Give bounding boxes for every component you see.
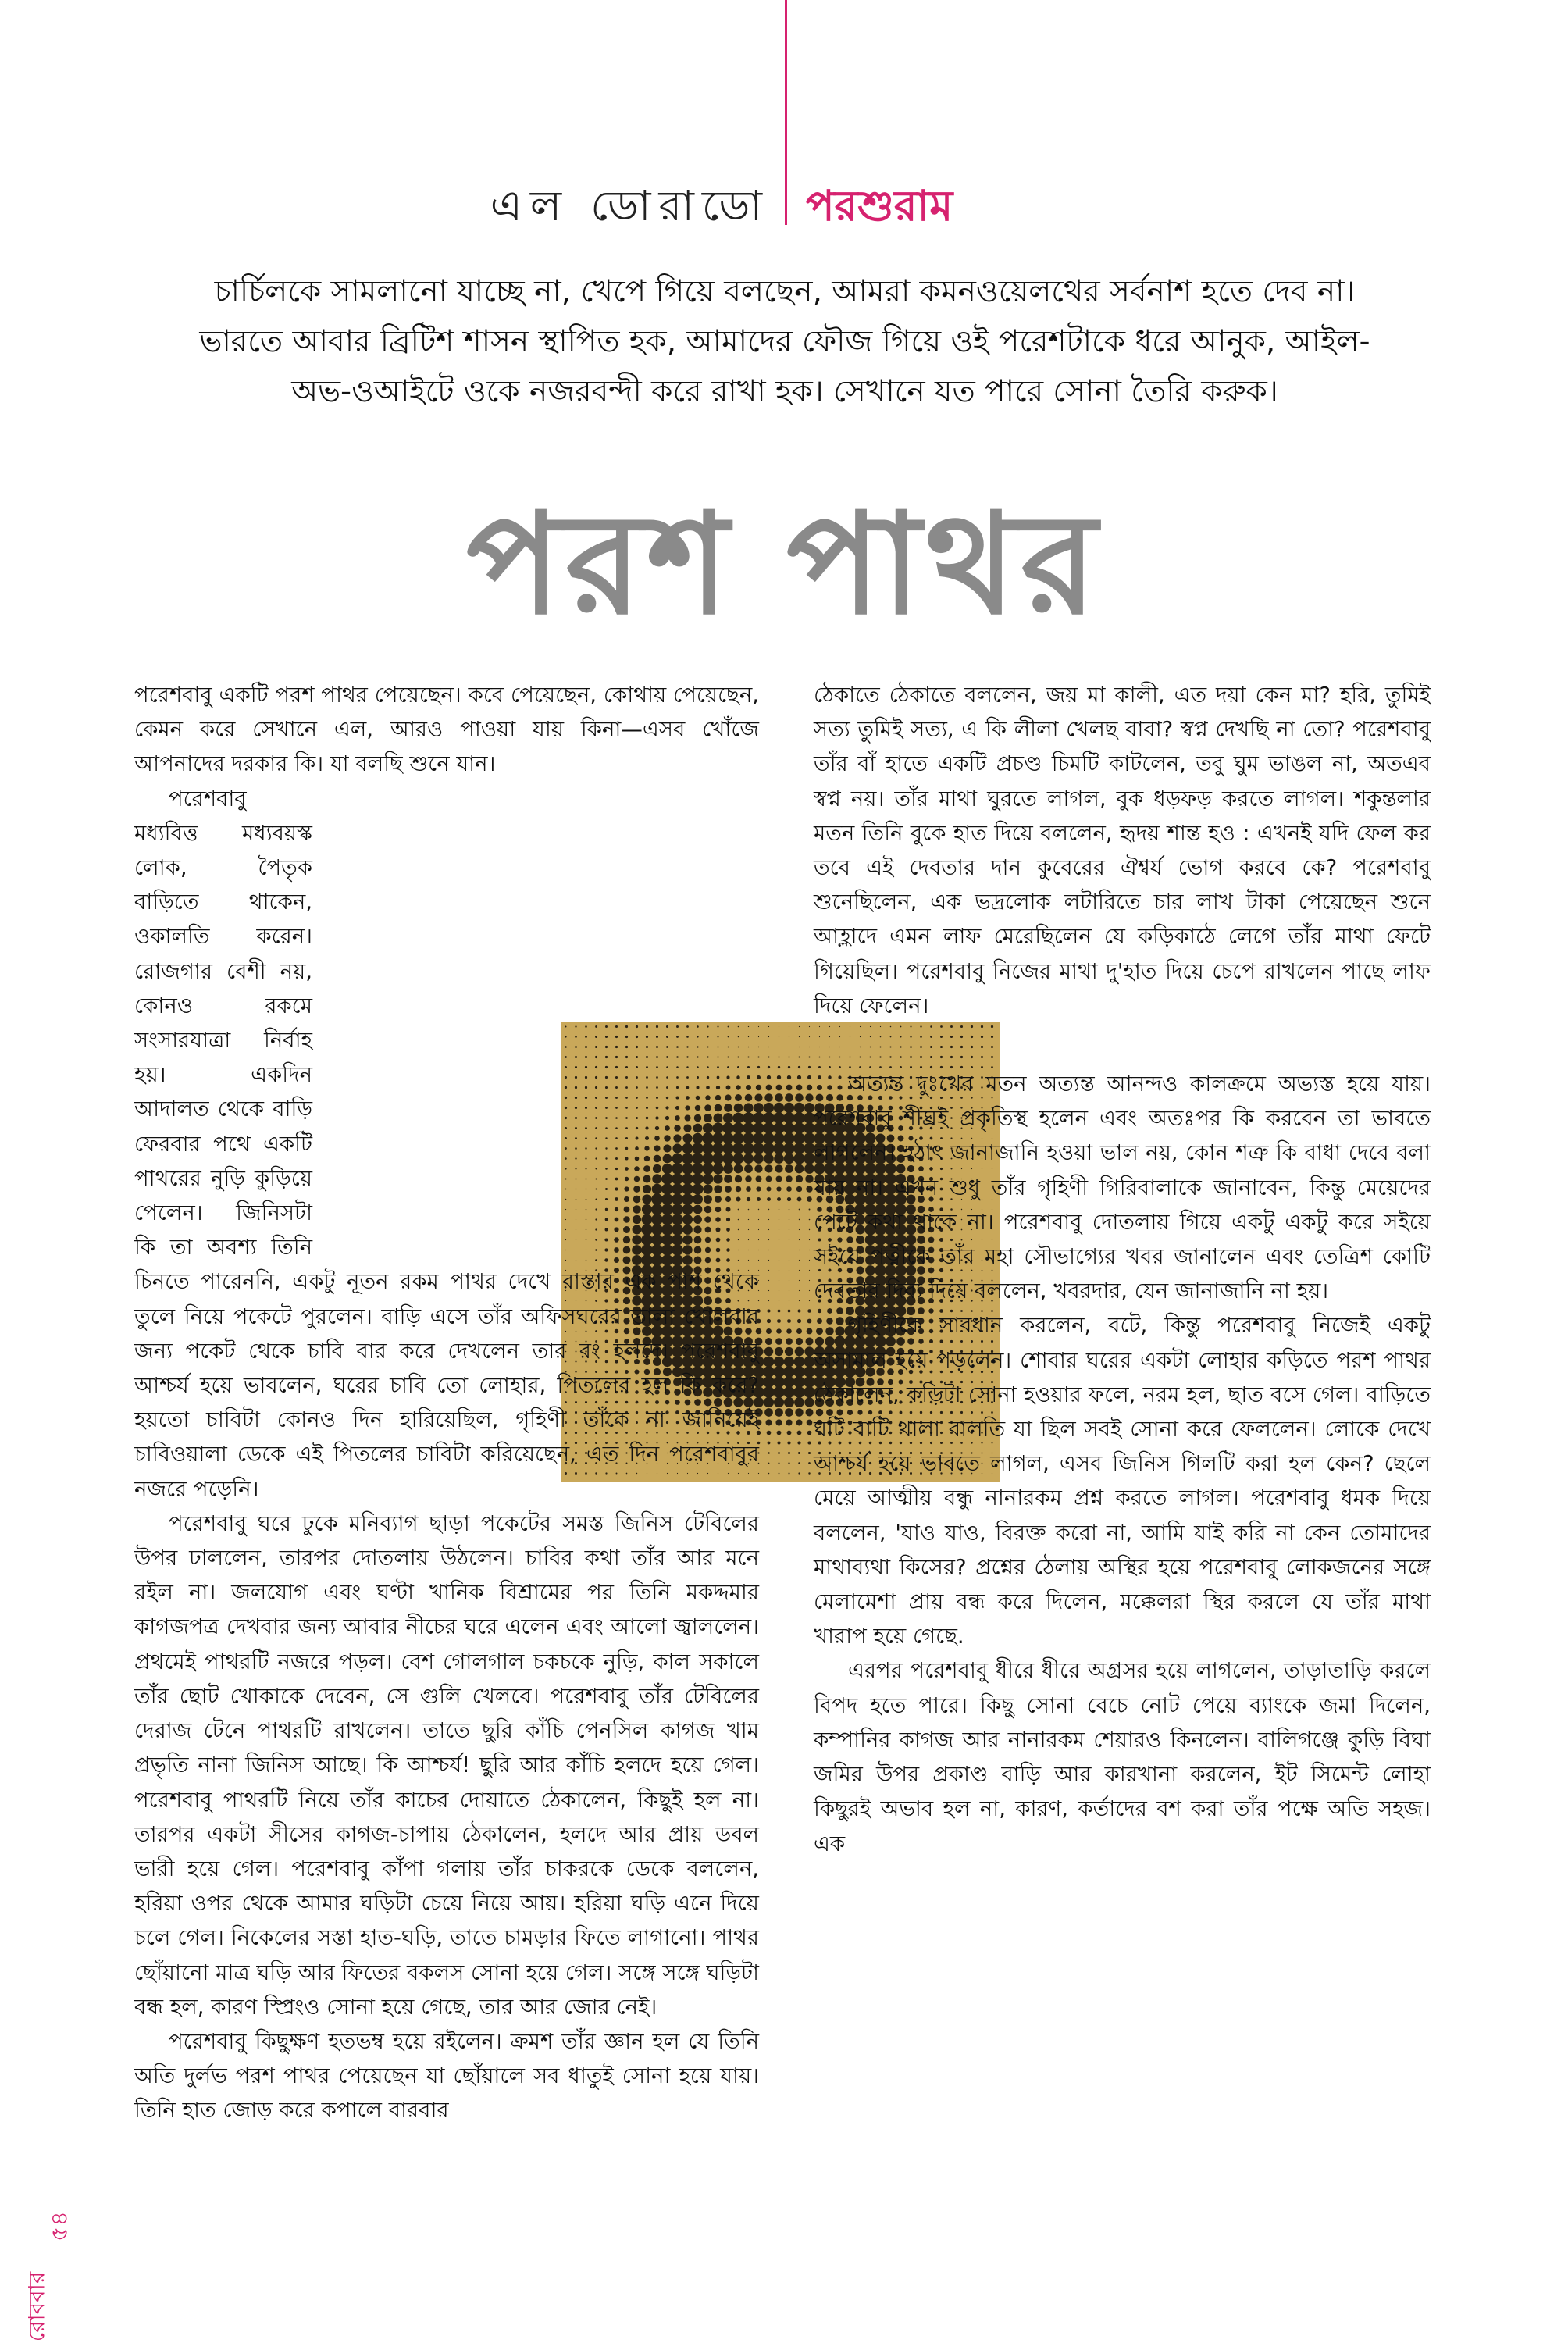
author-name: পরশুরাম <box>806 181 953 230</box>
intro-blurb: চার্চিলকে সামলানো যাচ্ছে না, খেপে গিয়ে বলছেন, আমরা কমনওয়েলথের সর্বনাশ হতে দেব না। ভারতে আবার ব্রিটিশ শাসন স্থাপিত হক, আমাদের ফৌজ গিয়ে ওই পরেশটাকে ধরে আনুক, আইল-অভ-ওআইটে ওকে নজরবন্দী করে রাখা হক। সেখানে যত পারে সোনা তৈরি করুক। <box>199 274 1370 409</box>
page-folio <box>23 2211 73 2342</box>
header-divider <box>785 0 787 225</box>
paragraph: অত্যন্ত দুঃখের মতন অত্যন্ত আনন্দও কালক্রমে অভ্যস্ত হয়ে যায়। পরেশবাবু শীঘ্রই প্রকৃতিস্থ হলেন এবং অতঃপর কি করবেন তা ভাবতে লাগলেন। হঠাৎ জানাজানি হওয়া ভাল নয়, কোন শত্রু কি বাধা দেবে বলা যায় না। এখন শুধু তাঁর গৃহিণী গিরিবালাকে জানাবেন, কিন্তু মেয়েদের পেটে কথা থাকে না। পরেশবাবু দোতলায় গিয়ে একটু একটু করে সইয়ে সইয়ে পত্নীকে তাঁর মহা সৌভাগ্যের খবর জানালেন এবং তেত্রিশ কোটি দেবতার দিব্য দিয়ে বললেন, খবরদার, যেন জানাজানি না হয়। <box>814 1072 1431 1304</box>
paragraph: পরেশবাবু কিছুক্ষণ হতভম্ব হয়ে রইলেন। ক্রমশ তাঁর জ্ঞান হল যে তিনি অতি দুর্লভ পরশ পাথর পেয়েছেন যা ছোঁয়ালে সব ধাতুই সোনা হয়ে যায়। তিনি হাত জোড় করে কপালে বারবার <box>134 2028 759 2124</box>
text-column-left <box>134 678 759 2128</box>
text-column-right <box>814 678 1431 1861</box>
magazine-name: রোববার <box>23 2271 50 2342</box>
paragraph-gap <box>814 1023 1431 1067</box>
paragraph: পরেশবাবু ঘরে ঢুকে মনিব্যাগ ছাড়া পকেটের সমস্ত জিনিস টেবিলের উপর ঢাললেন, তারপর দোতলায় উঠলেন। চাবির কথা তাঁর আর মনে রইল না। জলযোগ এবং ঘণ্টা খানিক বিশ্রামের পর তিনি মকদ্দমার কাগজপত্র দেখবার জন্য আবার নীচের ঘরে এলেন এবং আলো জ্বাললেন। প্রথমেই পাথরটি নজরে পড়ল। বেশ গোলগাল চকচকে নুড়ি, কাল সকালে তাঁর ছোট খোকাকে দেবেন, সে গুলি খেলবে। পরেশবাবু তাঁর টেবিলের দেরাজ টেনে পাথরটি রাখলেন। তাতে ছুরি কাঁচি পেনসিল কাগজ খাম প্রভৃতি নানা জিনিস আছে। কি আশ্চর্য! ছুরি আর কাঁচি হলদে হয়ে গেল। পরেশবাবু পাথরটি নিয়ে তাঁর কাচের দোয়াতে ঠেকালেন, কিছুই হল না। তারপর একটা সীসের কাগজ-চাপায় ঠেকালেন, হলদে আর প্রায় ডবল ভারী হয়ে গেল। পরেশবাবু কাঁপা গলায় তাঁর চাকরকে ডেকে বললেন, হরিয়া ওপর থেকে আমার ঘড়িটা চেয়ে নিয়ে আয়। হরিয়া ঘড়ি এনে দিয়ে চলে গেল। নিকেলের সস্তা হাত-ঘড়ি, তাতে চামড়ার ফিতে লাগানো। পাথর ছোঁয়ানো মাত্র ঘড়ি আর ফিতের বকলস সোনা হয়ে গেল। সঙ্গে সঙ্গে ঘড়িটা বন্ধ হল, কারণ স্প্রিংও সোনা হয়ে গেছে, তার আর জোর নেই। <box>134 1510 759 2020</box>
story-title: পরশ পাথর <box>466 482 1102 645</box>
illustration-wrap-space <box>325 796 759 1257</box>
paragraph: পরেশবাবু একটি পরশ পাথর পেয়েছেন। কবে পেয়েছেন, কোথায় পেয়েছেন, কেমন করে সেখানে এল, আরও পাওয়া যায় কিনা—এসব খোঁজে আপনাদের দরকার কি। যা বলছি শুনে যান। <box>134 683 759 777</box>
series-title: এল ডোরাডো <box>490 181 770 230</box>
page-number: ৫৪ <box>46 2211 73 2241</box>
paragraph: পরেশবাবু মধ্যবিত্ত মধ্যবয়স্ক লোক, পৈতৃক বাড়িতে থাকেন, ওকালতি করেন। রোজগার বেশী নয়, কোনও রকমে সংসারযাত্রা নির্বাহ হয়। একদিন আদালত থেকে বাড়ি ফেরবার পথে একটি পাথরের নুড়ি কুড়িয়ে পেলেন। জিনিসটা কি তা অবশ্য তিনি চিনতে পারেননি, একটু নূতন রকম পাথর দেখে রাস্তার এক পাশ থেকে তুলে নিয়ে পকেটে পুরলেন। বাড়ি এসে তাঁর অফিসঘরের তালা খোলবার জন্য পকেট থেকে চাবি বার করে দেখলেন তার রং হলদে। পরেশবাবু আশ্চর্য হয়ে ভাবলেন, ঘরের চাবি তো লোহার, পিতলের হল কি করে? হয়তো চাবিটা কোনও দিন হারিয়েছিল, গৃহিণী তাঁকে না জানিয়েই চাবিওয়ালা ডেকে এই পিতলের চাবিটা করিয়েছেন, এত দিন পরেশবাবুর নজরে পড়েনি। <box>134 786 759 1502</box>
paragraph: গৃহিণীকে সাবধান করলেন, বটে, কিন্তু পরেশবাবু নিজেই একটু অসামাল হয়ে পড়লেন। শোবার ঘরের একটা লোহার কড়িতে পরশ পাথর ঠেকালেন, কড়িটা সোনা হওয়ার ফলে, নরম হল, ছাত বসে গেল। বাড়িতে ঘটি বাটি থালা বালতি যা ছিল সবই সোনা করে ফেললেন। লোকে দেখে আশ্চর্য হয়ে ভাবতে লাগল, এসব জিনিস গিলটি করা হল কেন? ছেলে মেয়ে আত্মীয় বন্ধু নানারকম প্রশ্ন করতে লাগল। পরেশবাবু ধমক দিয়ে বললেন, 'যাও যাও, বিরক্ত করো না, আমি যাই করি না কেন তোমাদের মাথাব্যথা কিসের? প্রশ্নের ঠেলায় অস্থির হয়ে পরেশবাবু লোকজনের সঙ্গে মেলামেশা প্রায় বন্ধ করে দিলেন, মক্কেলরা স্থির করলে যে তাঁর মাথা খারাপ হয়ে গেছে. <box>814 1313 1431 1649</box>
paragraph: ঠেকাতে ঠেকাতে বললেন, জয় মা কালী, এত দয়া কেন মা? হরি, তুমিই সত্য তুমিই সত্য, এ কি লীলা খেলছ বাবা? স্বপ্ন দেখছি না তো? পরেশবাবু তাঁর বাঁ হাতে একটি প্রচণ্ড চিমটি কাটলেন, তবু ঘুম ভাঙল না, অতএব স্বপ্ন নয়। তাঁর মাথা ঘুরতে লাগল, বুক ধড়ফড় করতে লাগল। শকুন্তলার মতন তিনি বুকে হাত দিয়ে বললেন, হৃদয় শান্ত হও : এখনই যদি ফেল কর তবে এই দেবতার দান কুবেরের ঐশ্বর্য ভোগ করবে কে? পরেশবাবু শুনেছিলেন, এক ভদ্রলোক লটারিতে চার লাখ টাকা পেয়েছেন শুনে আহ্লাদে এমন লাফ মেরেছিলেন যে কড়িকাঠে লেগে তাঁর মাথা ফেটে গিয়েছিল। পরেশবাবু নিজের মাথা দু'হাত দিয়ে চেপে রাখলেন পাছে লাফ দিয়ে ফেলেন। <box>814 683 1431 1018</box>
paragraph: এরপর পরেশবাবু ধীরে ধীরে অগ্রসর হয়ে লাগলেন, তাড়াতাড়ি করলে বিপদ হতে পারে। কিছু সোনা বেচে নোট পেয়ে ব্যাংকে জমা দিলেন, কম্পানির কাগজ আর নানারকম শেয়ারও কিনলেন। বালিগঞ্জে কুড়ি বিঘা জমির উপর প্রকাণ্ড বাড়ি আর কারখানা করলেন, ইট সিমেন্ট লোহা কিছুরই অভাব হল না, কারণ, কর্তাদের বশ করা তাঁর পক্ষে অতি সহজ। এক <box>814 1658 1431 1856</box>
